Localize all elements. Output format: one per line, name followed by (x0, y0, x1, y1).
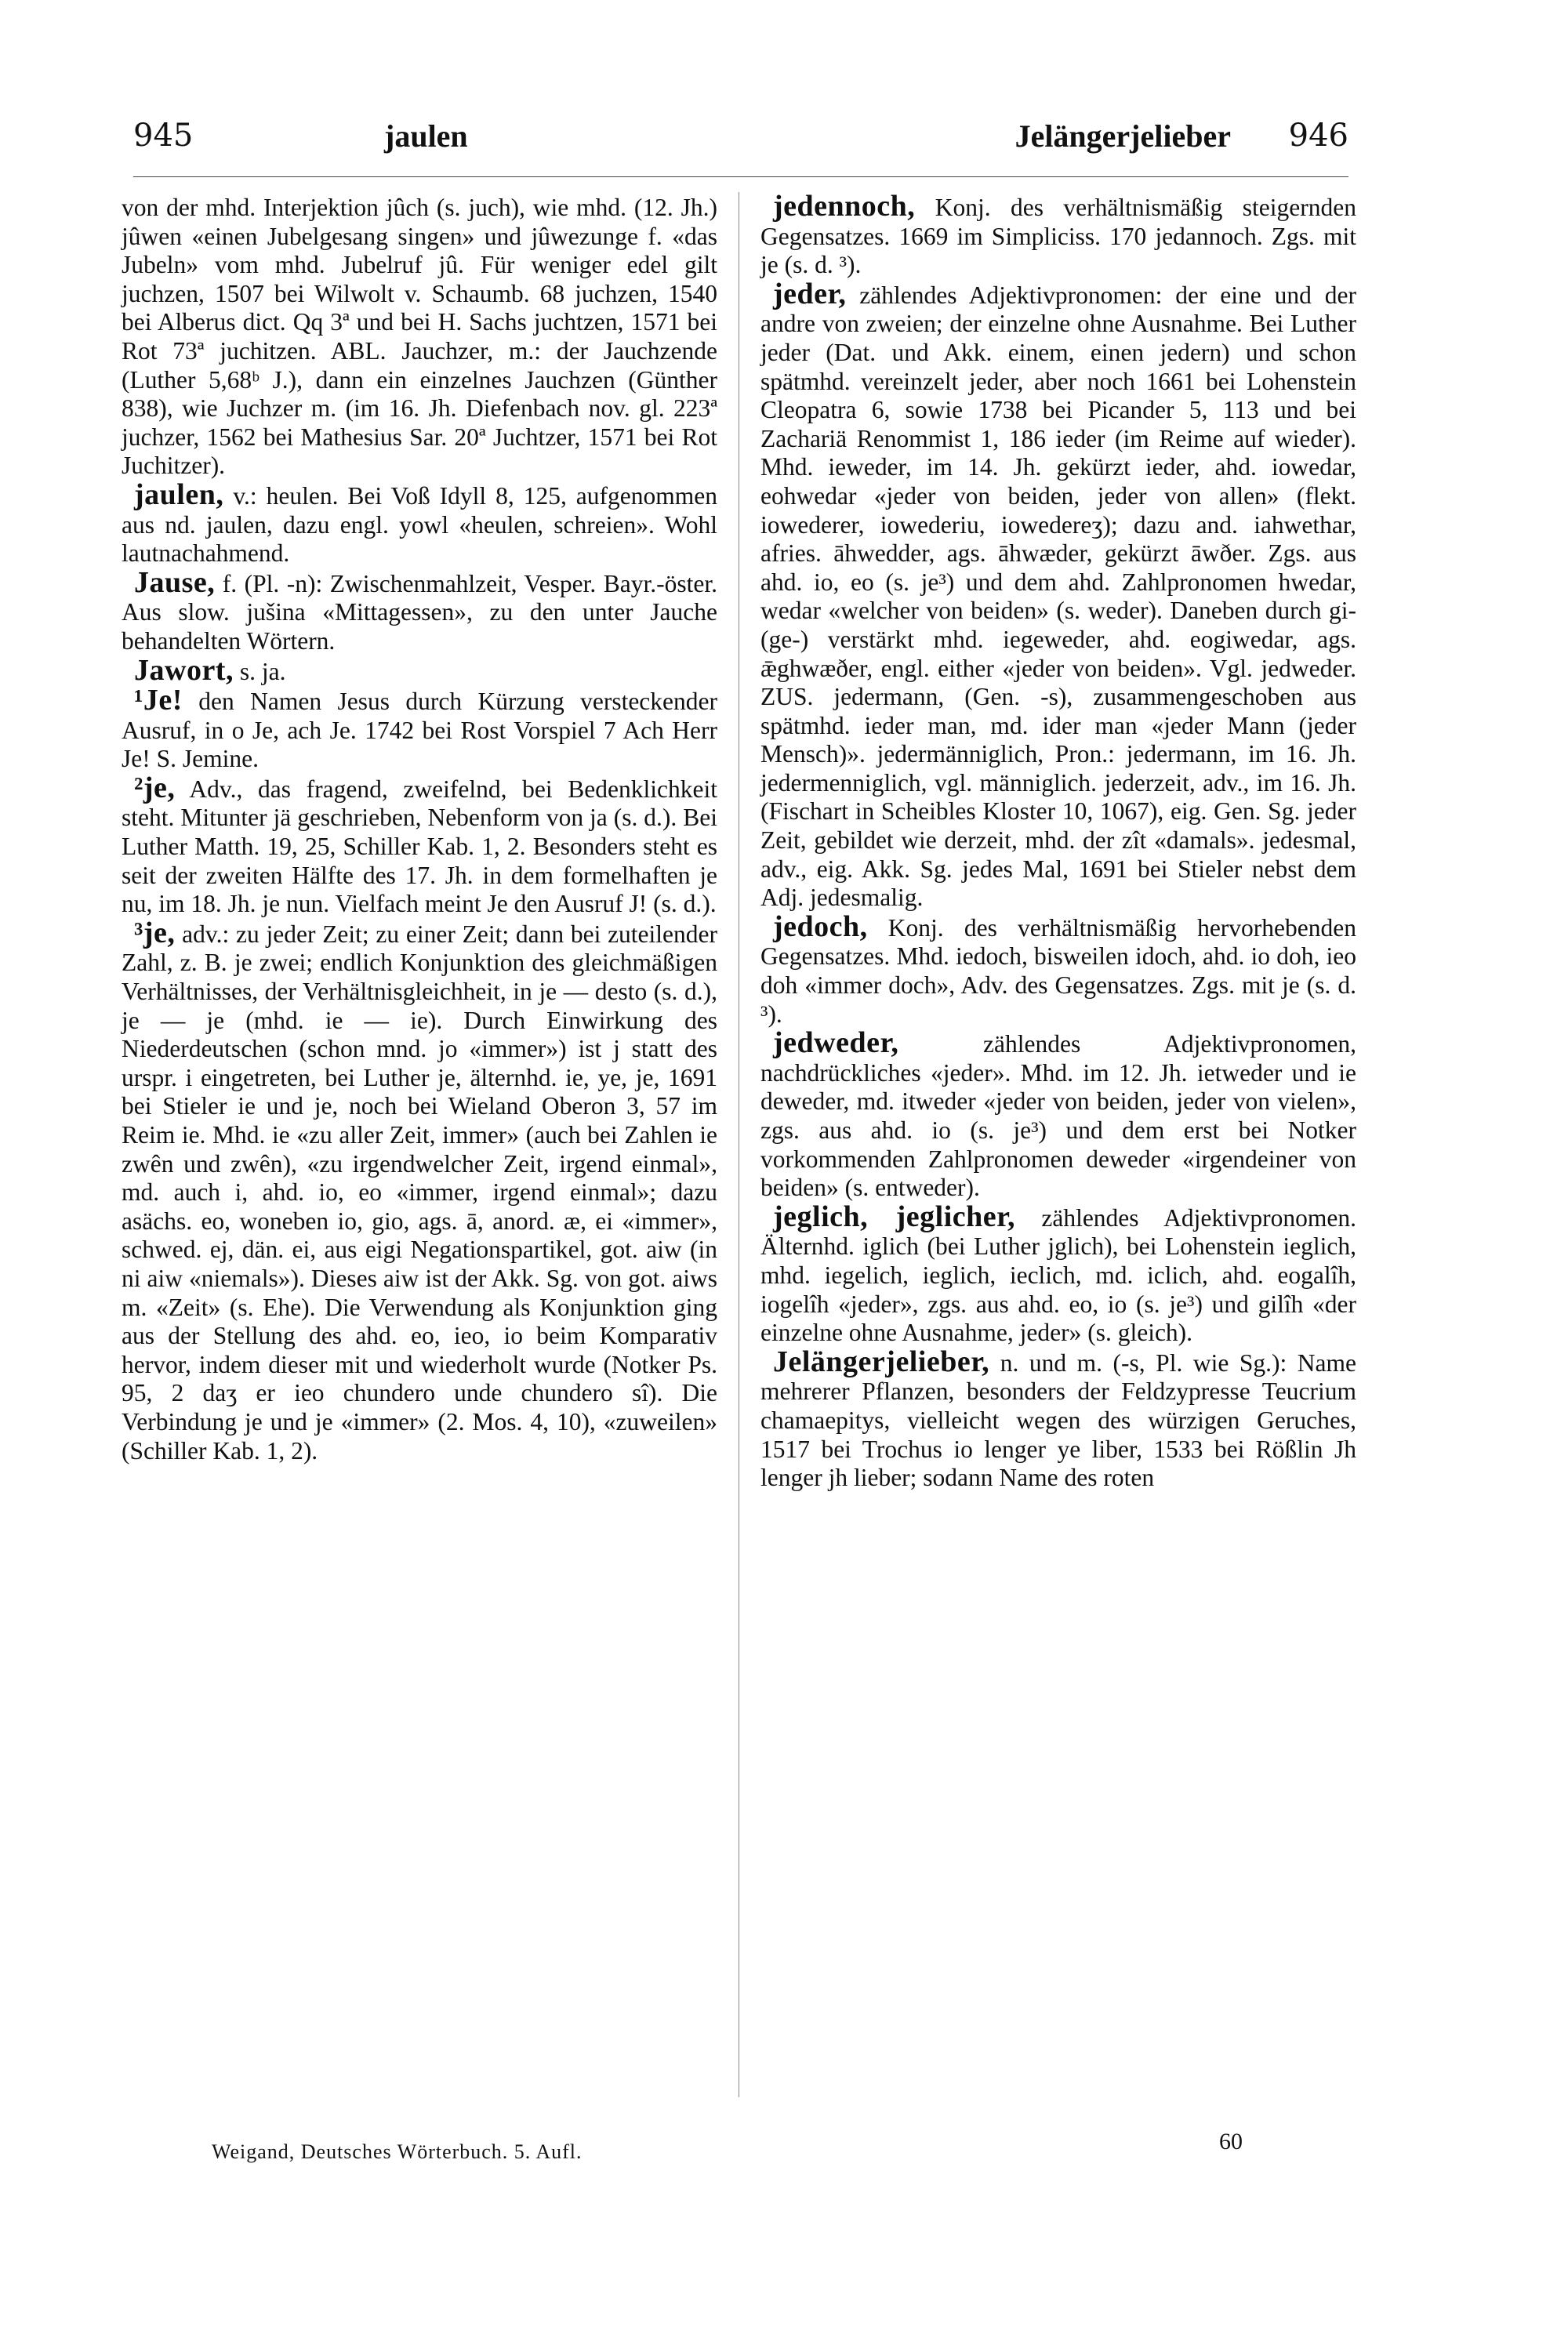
entry-text: Konj. des verhältnismäßig steigernden Gegensatzes. 1669 im Simpliciss. 170 jedannoch. Zgs. mit je (s. d. ³). (760, 194, 1356, 279)
dictionary-entry (760, 1200, 1356, 1348)
entry-headword: ³je, (134, 916, 176, 949)
dictionary-entry (122, 477, 717, 568)
left-column (122, 192, 717, 1465)
dictionary-entry (122, 916, 717, 1465)
dictionary-entry (122, 565, 717, 656)
page-number-left: 945 (133, 118, 194, 154)
entry-text: zählendes Adjektivpronomen, nachdrückliches «jeder». Mhd. im 12. Jh. ietweder und ie deweder, md. itweder «jeder von beiden, jeder von vielen», zgs. aus ahd. io (s. je³) und dem erst bei Notker vorkommenden Zahlpronomen deweder «irgendeiner von beiden» (s. entweder). (760, 1030, 1356, 1202)
entry-headword: ¹Je! (134, 684, 183, 717)
page-footer: Weigand, Deutsches Wörterbuch. 5. Aufl. (212, 2140, 583, 2163)
running-head-left: jaulen (384, 118, 468, 154)
header-rule (133, 176, 1348, 177)
entry-text: f. (Pl. -n): Zwischenmahlzeit, Vesper. Bayr.-öster. Aus slow. jušina «Mittagessen», zu den unter Jauche behandelten Wörtern. (122, 569, 717, 655)
entry-headword: jeglich, jeglicher, (773, 1200, 1015, 1233)
entry-headword: jedoch, (773, 909, 868, 943)
dictionary-entry (122, 192, 717, 481)
entry-text: Adv., das fragend, zweifelnd, bei Bedenklichkeit steht. Mitunter jä geschrieben, Nebenform von ja (s. d.). Bei Luther Matth. 19, 25, Schiller Kab. 1, 2. Besonders steht es seit der zweiten Hälfte des 17. Jh. in dem formelhaften je nu, im 18. Jh. je nun. Vielfach meint Je den Ausruf J! (s. d.). (122, 775, 717, 918)
entry-headword: jedweder, (773, 1026, 899, 1060)
entry-headword: Jelängerjelieber, (773, 1345, 990, 1378)
entry-headword: Jause, (134, 565, 216, 599)
entry-text: Konj. des verhältnismäßig hervorhebenden Gegensatzes. Mhd. iedoch, bisweilen idoch, ahd. io doh, ieo doh «immer doch», Adv. des Gegensatzes. Zgs. mit je (s. d. ³). (760, 913, 1356, 1028)
right-column (760, 192, 1356, 1493)
entry-headword: jedennoch, (773, 190, 916, 223)
entry-text: v.: heulen. Bei Voß Idyll 8, 125, aufgenommen aus nd. jaulen, dazu engl. yowl «heulen, schreien». Wohl lautnachahmend. (122, 481, 717, 568)
running-head-right: Jelängerjelieber (1014, 118, 1231, 154)
signature-mark: 60 (1219, 2129, 1243, 2154)
dictionary-entry (122, 653, 717, 687)
entry-headword: Jawort, (134, 653, 234, 687)
entry-text: zählendes Adjektivpronomen: der eine und der andre von zweien; der einzelne ohne Ausnahme. Bei Luther jeder (Dat. und Akk. einem, einen jedern) und schon spätmhd. vereinzelt jeder, aber noch 1661 bei Lohenstein Cleopatra 6, sowie 1738 bei Picander 5, 113 und bei Zachariä Renommist 1, 186 ieder (im Reime auf wieder). Mhd. ieweder, im 14. Jh. gekürzt ieder, ahd. iowedar, eohwedar «jeder von beiden, jeder von allen» (flekt. iowederer, iowederiu, iowedereʒ); dazu and. iahwethar, afries. āhwedder, ags. āhwæder, gekürzt āwðer. Zgs. aus ahd. io, eo (s. je³) und dem ahd. Zahlpronomen hwedar, wedar «welcher von beiden» (s. weder). Daneben durch gi- (ge-) verstärkt mhd. iegeweder, ahd. eogiwedar, ags. ǣghwæðer, engl. either «jeder von beiden». Vgl. jedweder. ZUS. jedermann, (Gen. -s), zusammengeschoben aus spätmhd. ieder man, md. ider man «jeder Mann (jeder Mensch)». jedermänniglich, Pron.: jedermann, im 16. Jh. jedermenniglich, vgl. männiglich. jederzeit, adv., im 16. Jh. (Fischart in Scheibles Kloster 10, 1067), eig. Gen. Sg. jeder Zeit, gebildet wie derzeit, mhd. der zît «damals». jedesmal, adv., eig. Akk. Sg. jedes Mal, 1691 bei Stieler nebst dem Adj. jedesmalig. (760, 281, 1356, 912)
dictionary-entry (760, 1345, 1356, 1493)
entry-headword: jeder, (773, 277, 847, 310)
dictionary-entry (760, 1026, 1356, 1203)
entry-headword: ²je, (134, 771, 176, 804)
entry-text: adv.: zu jeder Zeit; zu einer Zeit; dann bei zuteilender Zahl, z. B. je zwei; endlich Konjunktion des gleichmäßigen Verhältnisses, der Verhältnisgleichheit, in je — desto (s. d.), je — je (mhd. ie — ie). Durch Einwirkung des Niederdeutschen (schon mnd. jo «immer») ist j statt des urspr. i eingetreten, bei Luther je, älternhd. ie, ye, je, 1691 bei Stieler ie und je, noch bei Wieland Oberon 3, 57 im Reim ie. Mhd. ie «zu aller Zeit, immer» (auch bei Zahlen ie zwên und zwên), «zu irgendwelcher Zeit, irgend einmal», md. auch i, ahd. io, eo «immer, irgend einmal»; dazu asächs. eo, woneben io, gio, ags. ā, anord. æ, ei «immer», schwed. ej, dän. ei, aus eigi Negationspartikel, got. aiw (in ni aiw «niemals»). Dieses aiw ist der Akk. Sg. von got. aiws m. «Zeit» (s. Ehe). Die Verwendung als Konjunktion ging aus der Stellung des ahd. eo, ieo, io beim Komparativ hervor, indem dieser mit und wiederholt wurde (Notker Ps. 95, 2 daʒ er ieo chundero unde chundero sî). Die Verbindung je und je «immer» (2. Mos. 4, 10), «zuweilen» (Schiller Kab. 1, 2). (122, 920, 717, 1465)
dictionary-entry (760, 192, 1356, 280)
entry-text: s. ja. (233, 657, 286, 685)
dictionary-entry (122, 686, 717, 774)
entry-text: zählendes Adjektivpronomen. Älternhd. iglich (bei Luther jglich), bei Lohenstein ieglich, mhd. iegelich, ieglich, ieclich, md. iclich, ahd. eogalîh, iogelîh «jeder», zgs. aus ahd. eo, io (s. je³) und gilîh «der einzelne ohne Ausnahme, jeder» (s. gleich). (760, 1203, 1356, 1347)
entry-text: von der mhd. Interjektion jûch (s. juch), wie mhd. (12. Jh.) jûwen «einen Jubelgesang singen» und jûwezunge f. «das Jubeln» vom mhd. Jubelruf jû. Für weniger edel gilt juchzen, 1507 bei Wilwolt v. Schaumb. 68 juchzen, 1540 bei Alberus dict. Qq 3ª und bei H. Sachs juchtzen, 1571 bei Rot 73ª juchitzen. ABL. Jauchzer, m.: der Jauchzende (Luther 5,68ᵇ J.), dann ein einzelnes Jauchzen (Günther 838), wie Juchzer m. (im 16. Jh. Diefenbach nov. gl. 223ª juchzer, 1562 bei Mathesius Sar. 20ª Juchtzer, 1571 bei Rot Juchitzer). (122, 194, 717, 480)
entry-text: n. und m. (-s, Pl. wie Sg.): Name mehrerer Pflanzen, besonders der Feldzypresse Teucrium chamaepitys, vielleicht wegen des würzigen Geruches, 1517 bei Trochus io lenger ye liber, 1533 bei Rößlin Jh lenger jh lieber; sodann Name des roten (760, 1348, 1356, 1492)
page-header (133, 118, 1348, 180)
dictionary-entry (122, 771, 717, 919)
dictionary-entry (760, 277, 1356, 913)
entry-headword: jaulen, (134, 477, 224, 511)
dictionary-entry (760, 909, 1356, 1029)
page-number-right: 946 (1288, 118, 1348, 154)
entry-text: den Namen Jesus durch Kürzung versteckender Ausruf, in o Je, ach Je. 1742 bei Rost Vorspiel 7 Ach Herr Je! S. Jemine. (122, 688, 717, 773)
